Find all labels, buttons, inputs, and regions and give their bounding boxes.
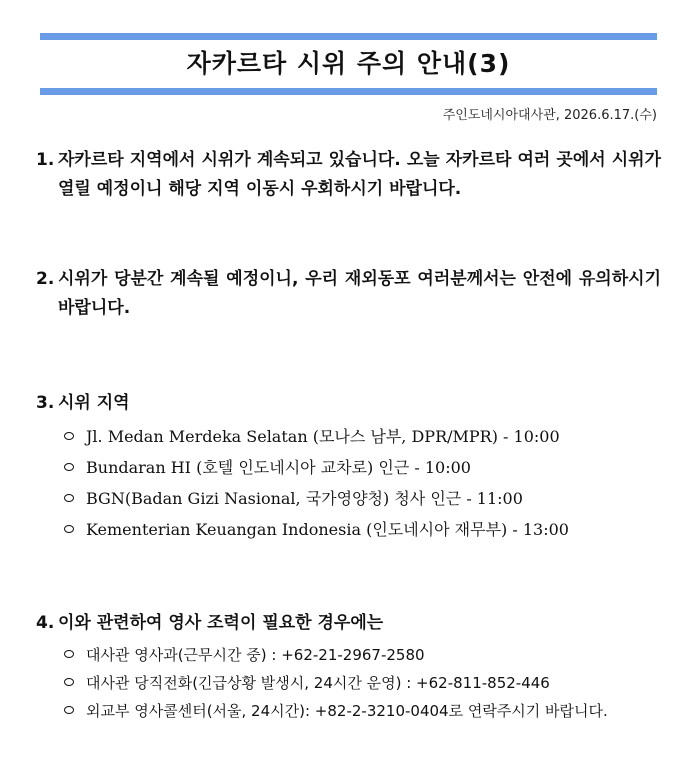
bullet-circle-icon bbox=[64, 706, 74, 714]
section-1-paragraph bbox=[36, 146, 661, 204]
bullet-circle-icon bbox=[64, 432, 74, 440]
section-1-text: 자카르타 지역에서 시위가 계속되고 있습니다. 오늘 자카르타 여러 곳에서 시위가 열릴 예정이니 해당 지역 이동시 우회하시기 바랍니다. bbox=[58, 150, 661, 199]
document-title: 자카르타 시위 주의 안내(3) bbox=[186, 49, 511, 78]
section-1 bbox=[36, 146, 661, 204]
bullet-circle-icon bbox=[64, 678, 74, 686]
section-2-text: 시위가 당분간 계속될 예정이니, 우리 재외동포 여러분께서는 안전에 유의하시기 바랍니다. bbox=[58, 269, 661, 318]
contact-consular-section: 대사관 영사과(근무시간 중) : +62-21-2967-2580 bbox=[86, 645, 425, 664]
section-4-heading bbox=[36, 609, 661, 638]
consular-contact-list bbox=[36, 640, 661, 724]
section-1-number: 1. bbox=[36, 150, 55, 170]
protest-location-list bbox=[36, 420, 661, 544]
list-item bbox=[36, 420, 661, 451]
contact-emergency-line: 대사관 당직전화(긴급상황 발생시, 24시간 운영) : +62-811-852-446 bbox=[86, 673, 550, 692]
list-item bbox=[36, 640, 661, 668]
list-item bbox=[36, 668, 661, 696]
section-2-number: 2. bbox=[36, 269, 55, 289]
list-item bbox=[36, 482, 661, 513]
section-2 bbox=[36, 265, 661, 323]
section-4-number: 4. bbox=[36, 613, 55, 633]
section-4-heading-text: 이와 관련하여 영사 조력이 필요한 경우에는 bbox=[58, 613, 384, 633]
protest-location-4: Kementerian Keuangan Indonesia (인도네시아 재무부) - 13:00 bbox=[86, 520, 569, 539]
protest-location-1: Jl. Medan Merdeka Selatan (모나스 남부, DPR/MPR) - 10:00 bbox=[86, 427, 560, 446]
bullet-circle-icon bbox=[64, 525, 74, 533]
list-item bbox=[36, 696, 661, 724]
list-item bbox=[36, 451, 661, 482]
section-3 bbox=[36, 389, 661, 544]
section-3-number: 3. bbox=[36, 393, 55, 413]
title-bottom-rule bbox=[40, 88, 657, 95]
contact-call-center: 외교부 영사콜센터(서울, 24시간): +82-2-3210-0404로 연락주시기 바랍니다. bbox=[86, 701, 608, 720]
protest-location-2: Bundaran HI (호텔 인도네시아 교차로) 인근 - 10:00 bbox=[86, 458, 471, 477]
bullet-circle-icon bbox=[64, 494, 74, 502]
section-3-heading bbox=[36, 389, 661, 418]
bullet-circle-icon bbox=[64, 650, 74, 658]
section-4 bbox=[36, 609, 661, 724]
list-item bbox=[36, 513, 661, 544]
bullet-circle-icon bbox=[64, 463, 74, 471]
section-2-paragraph bbox=[36, 265, 661, 323]
title-top-rule bbox=[40, 33, 657, 40]
section-3-heading-text: 시위 지역 bbox=[58, 393, 130, 413]
issuer-date: 주인도네시아대사관, 2026.6.17.(수) bbox=[442, 108, 657, 123]
protest-location-3: BGN(Badan Gizi Nasional, 국가영양청) 청사 인근 - 11:00 bbox=[86, 489, 523, 508]
